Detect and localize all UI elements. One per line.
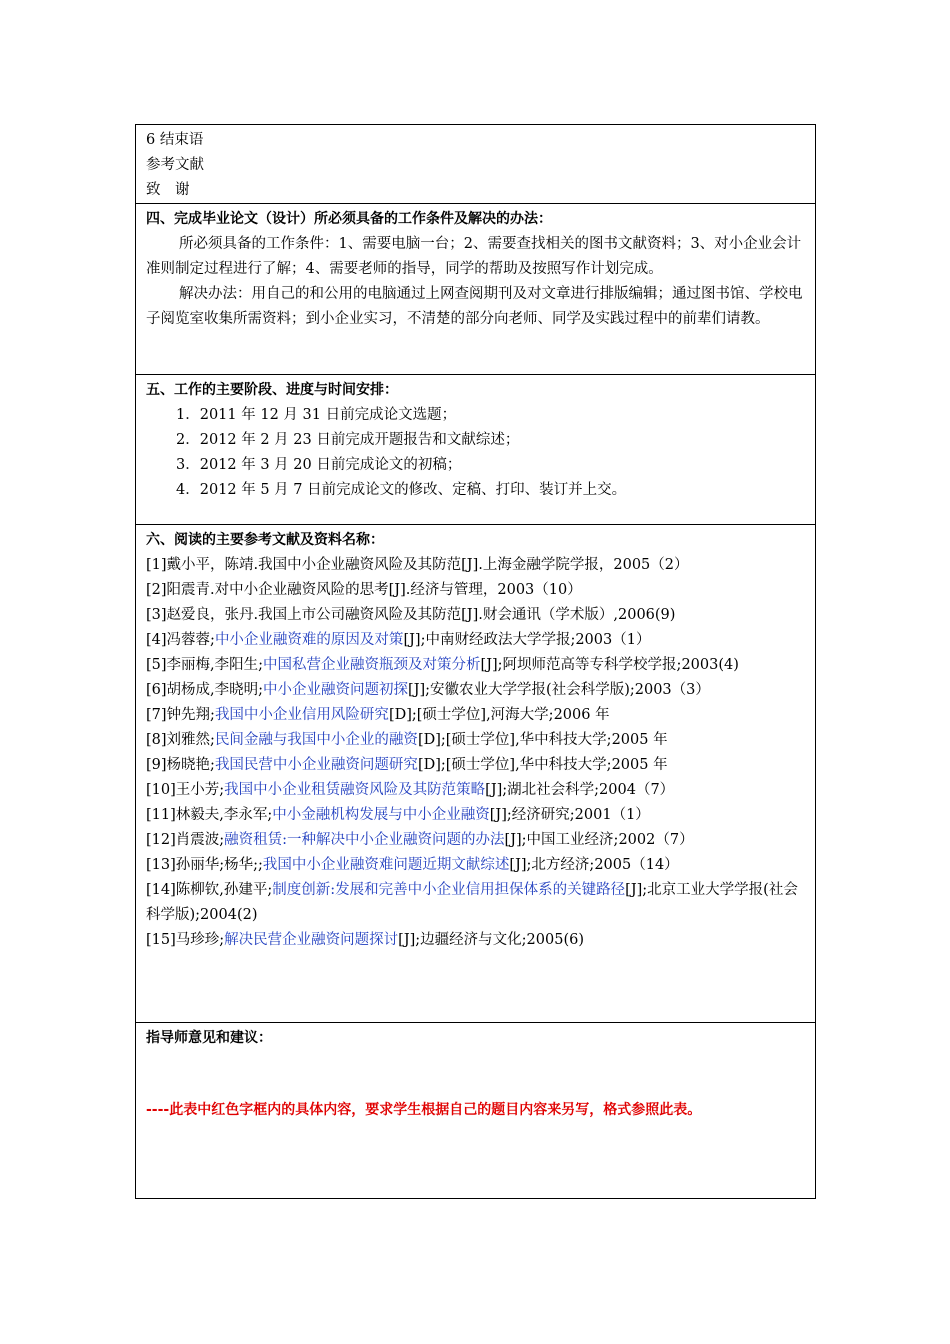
reference-item: [9]杨晓艳;我国民营中小企业融资问题研究[D];[硕士学位],华中科技大学;2005 年 [146, 757, 668, 773]
reference-title-link[interactable]: 中国私营企业融资瓶颈及对策分析 [263, 657, 481, 673]
toc-item-references: 参考文献 [146, 157, 204, 173]
reference-item: [4]冯蓉蓉;中小企业融资难的原因及对策[J];中南财经政法大学学报;2003（1） [146, 632, 651, 648]
schedule-step: 3．2012 年 3 月 20 日前完成论文的初稿； [176, 457, 462, 473]
reference-title-link[interactable]: 我国中小企业信用风险研究 [214, 707, 389, 723]
reference-item: [5]李丽梅,李阳生;中国私营企业融资瓶颈及对策分析[J];阿坝师范高等专科学校学报;2003(4) [146, 657, 739, 673]
reference-title-link[interactable]: 民间金融与我国中小企业的融资 [214, 732, 418, 748]
section4-heading: 四、完成毕业论文（设计）所必须具备的工作条件及解决的办法： [146, 211, 552, 227]
reference-item: [1]戴小平，陈靖.我国中小企业融资风险及其防范[J].上海金融学院学报，2005（2） [146, 557, 689, 573]
section5-heading: 五、工作的主要阶段、进度与时间安排： [146, 382, 398, 398]
advisor-cell [136, 1023, 816, 1199]
reference-item: [11]林毅夫,李永军;中小金融机构发展与中小企业融资[J];经济研究;2001（1） [146, 807, 650, 823]
reference-item: [3]赵爱良，张丹.我国上市公司融资风险及其防范[J].财会通讯（学术版）,2006(9) [146, 607, 676, 623]
toc-item-acknowledgements: 致 谢 [146, 182, 190, 198]
reference-title-link[interactable]: 我国中小企业融资难问题近期文献综述 [262, 857, 510, 873]
reference-title-link[interactable]: 制度创新:发展和完善中小企业信用担保体系的关键路径 [272, 882, 626, 898]
reference-item: [7]钟先翔;我国中小企业信用风险研究[D];[硕士学位],河海大学;2006 年 [146, 707, 610, 723]
reference-title-link[interactable]: 解决民营企业融资问题探讨 [224, 932, 399, 948]
reference-title-link[interactable]: 我国民营中小企业融资问题研究 [214, 757, 418, 773]
schedule-step: 1．2011 年 12 月 31 日前完成论文选题； [176, 407, 457, 423]
proposal-form-table [135, 124, 816, 1199]
advisor-row [136, 1023, 816, 1199]
reference-item: [12]肖震波;融资租赁:一种解决中小企业融资问题的办法[J];中国工业经济;2002（7） [146, 832, 694, 848]
reference-list [146, 553, 805, 953]
reference-item: [10]王小芳;我国中小企业租赁融资风险及其防范策略[J];湖北社会科学;2004（7） [146, 782, 675, 798]
reference-title-link[interactable]: 融资租赁:一种解决中小企业融资问题的办法 [224, 832, 505, 848]
section4-conditions: 所必须具备的工作条件：1、需要电脑一台；2、需要查找相关的图书文献资料；3、对小企业会计准则制定过程进行了解；4、需要老师的指导，同学的帮助及按照写作计划完成。 [146, 236, 802, 277]
reference-title-link[interactable]: 中小金融机构发展与中小企业融资 [272, 807, 490, 823]
section6-row [136, 525, 816, 1023]
section4-solution: 解决办法：用自己的和公用的电脑通过上网查阅期刊及对文章进行排版编辑；通过图书馆、学校电子阅览室收集所需资料；到小企业实习，不清楚的部分向老师、同学及实践过程中的前辈们请教。 [146, 286, 803, 327]
section5-cell [136, 375, 816, 525]
reference-item: [2]阳震青.对中小企业融资风险的思考[J].经济与管理，2003（10） [146, 582, 582, 598]
reference-title-link[interactable]: 中小企业融资问题初探 [263, 682, 409, 698]
reference-item: [6]胡杨成,李晓明;中小企业融资问题初探[J];安徽农业大学学报(社会科学版);2003（3） [146, 682, 710, 698]
reference-item: [13]孙丽华;杨华;;我国中小企业融资难问题近期文献综述[J];北方经济;2005（14） [146, 857, 679, 873]
reference-item: [14]陈柳钦,孙建平;制度创新:发展和完善中小企业信用担保体系的关键路径[J];北京工业大学学报(社会科学版);2004(2) [146, 882, 798, 923]
reference-title-link[interactable]: 我国中小企业租赁融资风险及其防范策略 [224, 782, 486, 798]
section4-row [136, 204, 816, 375]
section4-cell [136, 204, 816, 375]
advisor-heading: 指导师意见和建议： [146, 1030, 272, 1046]
schedule-step: 2．2012 年 2 月 23 日前完成开题报告和文献综述； [176, 432, 520, 448]
toc-item-conclusion: 6 结束语 [146, 132, 204, 148]
section6-heading: 六、阅读的主要参考文献及资料名称： [146, 532, 384, 548]
section5-row [136, 375, 816, 525]
section6-cell [136, 525, 816, 1023]
toc-row [136, 125, 816, 204]
schedule-step: 4．2012 年 5 月 7 日前完成论文的修改、定稿、打印、装订并上交。 [176, 482, 627, 498]
reference-item: [15]马珍珍;解决民营企业融资问题探讨[J];边疆经济与文化;2005(6) [146, 932, 584, 948]
toc-cell [136, 125, 816, 204]
template-instruction-note: ----此表中红色字框内的具体内容，要求学生根据自己的题目内容来另写，格式参照此表。 [146, 1102, 702, 1118]
reference-title-link[interactable]: 中小企业融资难的原因及对策 [214, 632, 404, 648]
reference-item: [8]刘雅然;民间金融与我国中小企业的融资[D];[硕士学位],华中科技大学;2005 年 [146, 732, 668, 748]
